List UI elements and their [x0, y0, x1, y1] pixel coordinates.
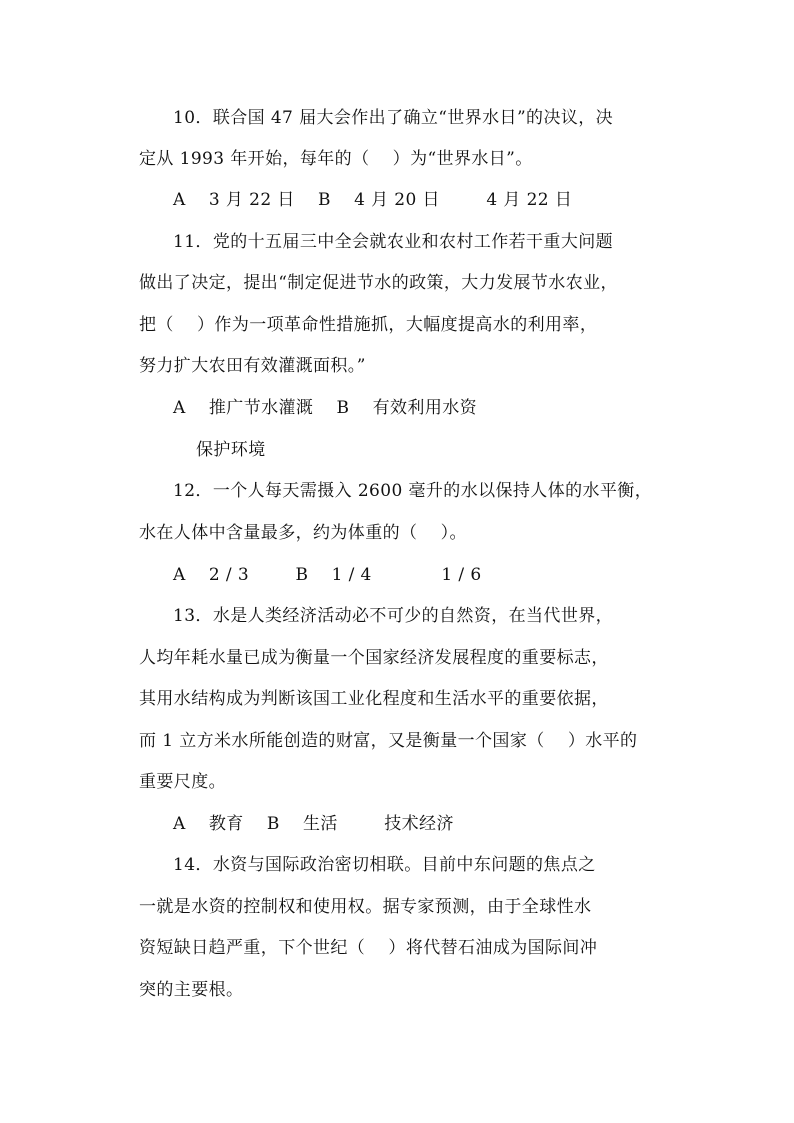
question-14-line-3: 资短缺日趋严重，下个世纪（ ）将代替石油成为国际间冲	[139, 938, 598, 958]
question-14-line-1: 14．水资与国际政治密切相联。目前中东问题的焦点之	[173, 855, 596, 875]
question-11-line-1: 11．党的十五届三中全会就农业和农村工作若干重大问题	[173, 232, 614, 252]
question-12-line-2: 水在人体中含量最多，约为体重的（ ）。	[139, 523, 467, 543]
question-12-options: A 2 / 3 B 1 / 4 1 / 6	[173, 565, 482, 585]
question-11-line-4: 努力扩大农田有效灌溉面积。”	[139, 356, 366, 376]
question-13-line-3: 其用水结构成为判断该国工业化程度和生活水平的重要依据，	[139, 689, 609, 709]
question-10-line-1: 10．联合国 47 届大会作出了确立“世界水日”的决议，决	[173, 108, 614, 128]
question-12-line-1: 12．一个人每天需摄入 2600 毫升的水以保持人体的水平衡，	[173, 481, 653, 501]
question-13-line-1: 13．水是人类经济活动必不可少的自然资，在当代世界，	[173, 606, 614, 626]
question-11-options: A 推广节水灌溉 B 有效利用水资	[173, 398, 478, 418]
question-14-line-2: 一就是水资的控制权和使用权。据专家预测，由于全球性水	[139, 897, 592, 917]
question-11-line-3: 把（ ）作为一项革命性措施抓，大幅度提高水的利用率，	[139, 315, 598, 335]
question-13-line-2: 人均年耗水量已成为衡量一个国家经济发展程度的重要标志，	[139, 648, 609, 668]
question-13-line-4: 而 1 立方米水所能创造的财富，又是衡量一个国家（ ）水平的	[139, 731, 638, 751]
question-13-line-5: 重要尺度。	[139, 772, 226, 792]
question-10-options: A 3 月 22 日 B 4 月 20 日 4 月 22 日	[173, 190, 573, 210]
question-13-options: A 教育 B 生活 技术经济	[173, 814, 454, 834]
question-10-line-2: 定从 1993 年开始，每年的（ ）为“世界水日”。	[139, 149, 533, 169]
question-14-line-4: 突的主要根。	[139, 980, 244, 1000]
question-11-line-2: 做出了决定，提出“制定促进节水的政策，大力发展节水农业，	[139, 273, 618, 293]
question-11-options-extra: 保护环境	[196, 440, 266, 460]
